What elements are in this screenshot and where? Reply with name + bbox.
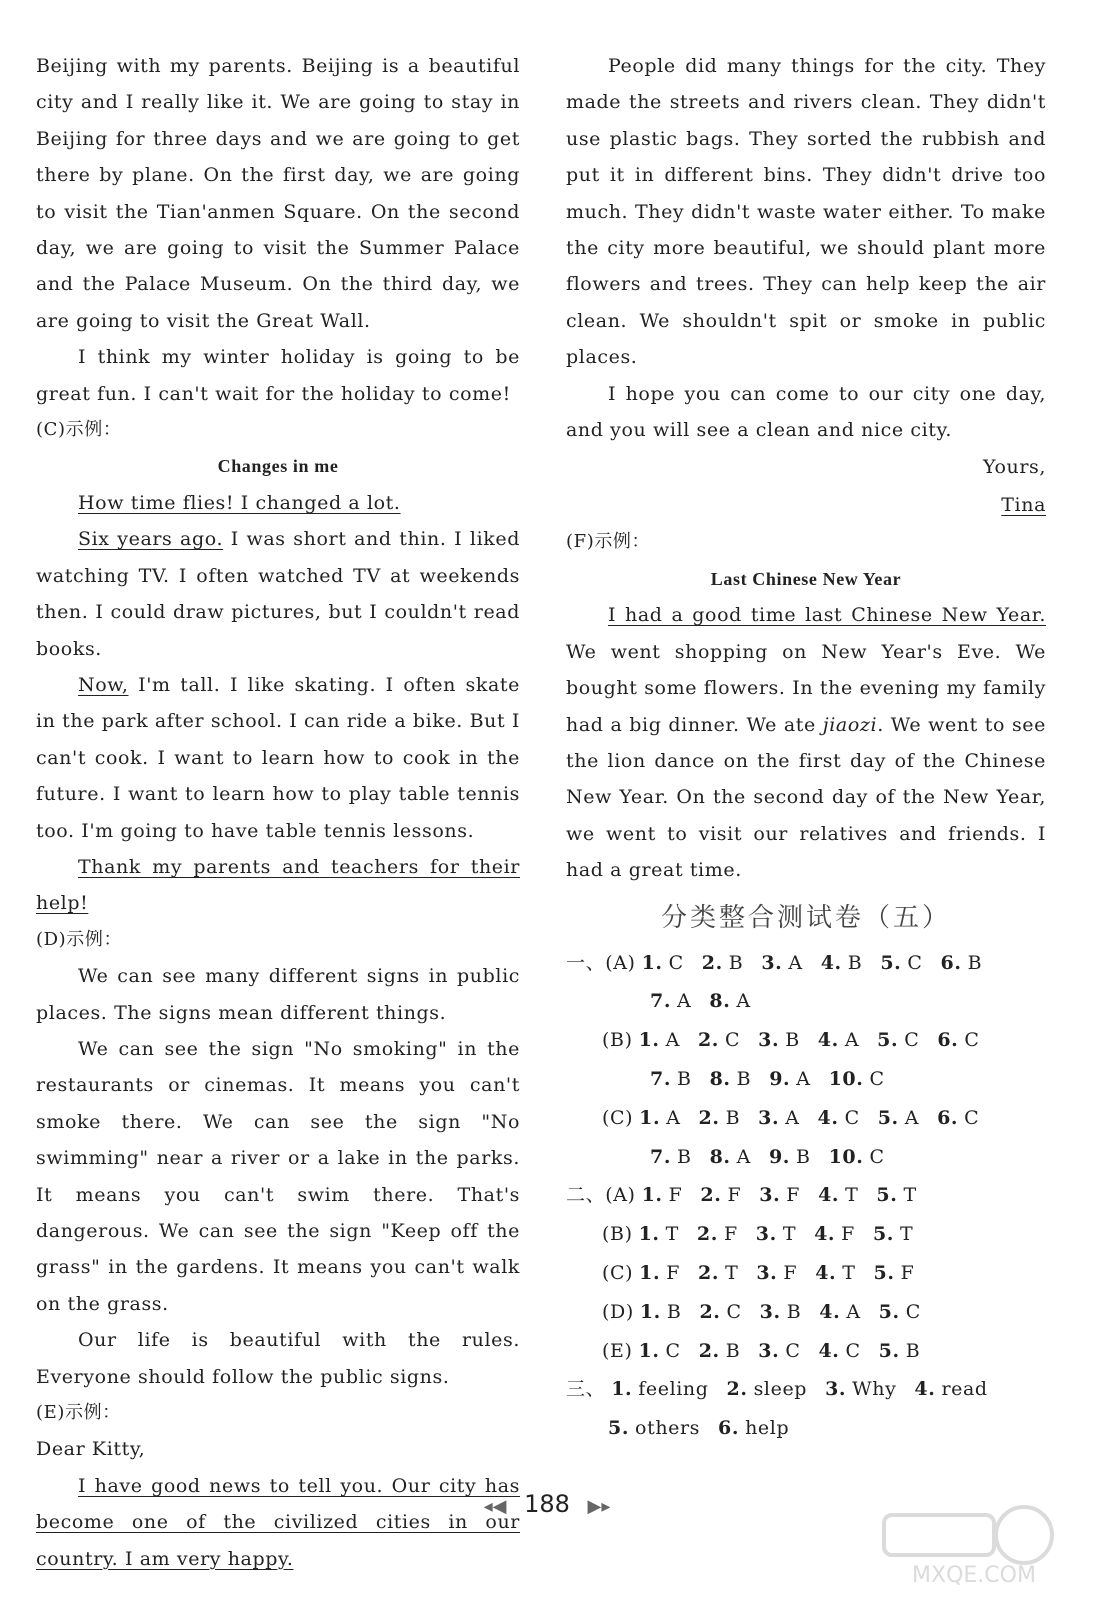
answer-value: B <box>728 951 744 974</box>
question-number: 6. <box>940 951 962 974</box>
paragraph <box>36 849 520 922</box>
answers <box>644 1146 885 1168</box>
question-number: 6. <box>718 1417 740 1440</box>
question-number: 8. <box>709 1067 731 1090</box>
question-number: 3. <box>825 1378 847 1401</box>
sub-label: (C) <box>602 1106 634 1129</box>
question-number: 2. <box>698 1339 720 1362</box>
answer-value: T <box>842 1261 856 1284</box>
answer-value: C <box>869 1067 885 1090</box>
answer-value: others <box>635 1417 701 1440</box>
answer-value: C <box>964 1106 980 1129</box>
answers <box>644 1068 885 1090</box>
answer-value: C <box>907 951 923 974</box>
sub-label: (B) <box>602 1029 633 1052</box>
question-number: 3. <box>759 1300 781 1323</box>
question-number: 2. <box>700 1184 722 1207</box>
answers <box>633 1029 980 1051</box>
question-number: 4. <box>814 1223 836 1246</box>
answer-value: C <box>668 951 684 974</box>
question-number: 7. <box>650 990 672 1013</box>
answers <box>602 1417 789 1439</box>
question-number: 5. <box>872 1223 894 1246</box>
answers <box>605 1378 987 1400</box>
text: I'm tall. I like skating. I often skate in the park after school. I can ride a bike. But I can't cook. I want to learn how to cook in the future. I want to learn how to play table tennis too. I'm going to have table tennis lessons. <box>36 673 520 842</box>
underlined-sentence: Thank my parents and teachers for their help! <box>36 855 520 915</box>
answer-row <box>566 1215 1046 1254</box>
question-number: 2. <box>701 951 723 974</box>
question-number: 10. <box>828 1067 864 1090</box>
answer-value: T <box>665 1223 679 1246</box>
answer-value: F <box>841 1223 855 1246</box>
answer-value: B <box>725 1339 741 1362</box>
question-number: 1. <box>638 1339 660 1362</box>
question-number: 1. <box>639 1106 661 1129</box>
question-number: 5. <box>878 1339 900 1362</box>
answer-value: read <box>941 1378 988 1401</box>
answer-value: C <box>904 1029 920 1052</box>
answer-value: F <box>666 1261 681 1284</box>
answer-value: feeling <box>638 1378 709 1401</box>
answer-row <box>566 1370 1046 1409</box>
answer-value: A <box>736 990 751 1013</box>
answer-value: C <box>725 1029 741 1052</box>
question-number: 6. <box>937 1106 959 1129</box>
question-number: 2. <box>726 1378 748 1401</box>
svg-text:MXQE.COM: MXQE.COM <box>912 1563 1036 1588</box>
question-number: 4. <box>820 951 842 974</box>
question-number: 3. <box>758 1339 780 1362</box>
prev-page-arrows[interactable]: ◂◀ <box>483 1496 507 1517</box>
answer-value: A <box>665 1029 680 1052</box>
answers <box>633 1107 979 1129</box>
answer-row <box>566 1021 1046 1060</box>
question-number: 2. <box>696 1223 718 1246</box>
answer-value: Why <box>852 1378 897 1401</box>
answer-value: B <box>666 1300 682 1323</box>
answer-value: help <box>745 1417 790 1440</box>
question-number: 1. <box>611 1378 633 1401</box>
page-number: 188 <box>524 1490 570 1518</box>
paragraph <box>36 485 520 521</box>
sub-label: (C) <box>602 1261 634 1284</box>
answer-row <box>566 1293 1046 1332</box>
paragraph <box>36 1468 520 1577</box>
answer-value: C <box>905 1300 921 1323</box>
answer-value: C <box>845 1339 861 1362</box>
question-number: 4. <box>815 1261 837 1284</box>
question-number: 7. <box>650 1067 672 1090</box>
section-label: (C)示例： <box>36 419 122 441</box>
answer-value: A <box>785 1106 800 1129</box>
answer-value: F <box>727 1184 742 1207</box>
answer-row <box>566 1176 1046 1215</box>
answer-value: sleep <box>753 1378 808 1401</box>
paragraph: People did many things for the city. They made the streets and rivers clean. They didn't use plastic bags. They sorted the rubbish and put it in different bins. They didn't drive too much. They didn't waste water either. To make the city more beautiful, we should plant more flowers and trees. They can help keep the air clean. We shouldn't spit or smoke in public places. <box>566 55 1046 369</box>
answer-value: C <box>726 1300 742 1323</box>
answer-row <box>566 1138 1046 1177</box>
question-number: 8. <box>709 1145 731 1168</box>
answer-value: B <box>967 951 983 974</box>
sub-label: (A) <box>605 951 636 974</box>
question-number: 2. <box>698 1106 720 1129</box>
question-number: 8. <box>709 990 731 1013</box>
answer-value: T <box>845 1184 859 1207</box>
answer-value: A <box>796 1067 811 1090</box>
paragraph: Our life is beautiful with the rules. Everyone should follow the public signs. <box>36 1329 520 1388</box>
paragraph: Beijing with my parents. Beijing is a beautiful city and I really like it. We are going to stay in Beijing for three days and we are going to get there by plane. On the first day, we are going to visit the Tian'anmen Square. On the second day, we are going to visit the Summer Palace and the Palace Museum. On the third day, we are going to visit the Great Wall. <box>36 55 520 332</box>
answers <box>633 1223 914 1245</box>
answer-value: A <box>736 1145 751 1168</box>
answer-value: B <box>796 1145 811 1168</box>
question-number: 4. <box>817 1029 839 1052</box>
answer-value: B <box>785 1029 800 1052</box>
answer-value: C <box>869 1145 885 1168</box>
paragraph: We can see many different signs in public places. The signs mean different things. <box>36 965 520 1024</box>
answer-value: F <box>900 1261 915 1284</box>
part-label: 二、 <box>566 1184 606 1207</box>
question-number: 4. <box>819 1300 841 1323</box>
text: I was short and thin. I liked watching TV. I often watched TV at weekends then. I could draw pictures, but I couldn't read books. <box>36 528 520 660</box>
section-label: (D)示例： <box>36 928 123 950</box>
answer-row <box>566 982 1046 1021</box>
paragraph: I hope you can come to our city one day, and you will see a clean and nice city. <box>566 382 1046 442</box>
answers <box>636 952 983 974</box>
text: . We went to see the lion dance on the first day of the Chinese New Year. On the second day of the New Year, we went to visit our relatives and friends. I had a great time. <box>566 713 1046 882</box>
right-column <box>566 48 1046 1448</box>
answer-value: C <box>665 1339 681 1362</box>
question-number: 7. <box>650 1145 672 1168</box>
question-number: 3. <box>758 1029 780 1052</box>
answer-value: T <box>725 1261 739 1284</box>
answer-row <box>566 1099 1046 1138</box>
section-title: 分类整合测试卷（五） <box>660 902 951 933</box>
answer-value: T <box>782 1223 797 1246</box>
answers <box>633 1262 914 1284</box>
question-number: 2. <box>698 1261 720 1284</box>
question-number: 4. <box>817 1106 839 1129</box>
underlined-sentence: I had a good time last Chinese New Year. <box>608 604 1046 627</box>
text: We went shopping on New Year's Eve. We bought some flowers. In the evening my family had a big dinner. We ate <box>566 640 1046 736</box>
question-number: 9. <box>769 1067 791 1090</box>
underlined-sentence: Now, <box>78 673 129 696</box>
letter-closing: Yours, <box>982 456 1046 479</box>
section-label: (F)示例： <box>566 531 651 553</box>
watermark-logo <box>874 1500 1074 1590</box>
underlined-sentence: Six years ago. <box>78 528 224 551</box>
question-number: 3. <box>756 1261 778 1284</box>
question-number: 5. <box>877 1106 899 1129</box>
sub-label: (E) <box>602 1339 633 1362</box>
essay-title: Last Chinese New Year <box>710 568 902 589</box>
answer-value: B <box>677 1145 692 1168</box>
part-label: 三、 <box>566 1378 606 1401</box>
answer-value: C <box>785 1339 801 1362</box>
answer-value: B <box>725 1106 741 1129</box>
question-number: 3. <box>758 1106 780 1129</box>
answer-value: C <box>964 1029 980 1052</box>
next-page-arrows[interactable]: ▶▸ <box>587 1496 611 1517</box>
paragraph <box>36 521 520 667</box>
answer-value: T <box>903 1184 917 1207</box>
answer-value: C <box>844 1106 860 1129</box>
answers <box>636 1184 917 1206</box>
answer-value: B <box>847 951 863 974</box>
answer-value: B <box>677 1067 692 1090</box>
greeting: Dear Kitty, <box>36 1438 146 1461</box>
answer-row <box>566 944 1046 983</box>
answer-value: F <box>723 1223 738 1246</box>
part-label: 一、 <box>566 951 606 974</box>
answer-value: F <box>783 1261 798 1284</box>
underlined-sentence: How time flies! I changed a lot. <box>78 491 401 514</box>
question-number: 6. <box>937 1029 959 1052</box>
sub-label: (B) <box>602 1223 633 1246</box>
paragraph: We can see the sign "No smoking" in the restaurants or cinemas. It means you can't smoke there. We can see the sign "No swimming" near a river or a lake in the parks. It means you can't swim there. That's dangerous. We can see the sign "Keep off the grass" in the gardens. It means you can't walk on the grass. <box>36 1037 520 1315</box>
answer-value: A <box>904 1106 920 1129</box>
answers <box>644 990 751 1012</box>
question-number: 3. <box>755 1223 777 1246</box>
paragraph: I think my winter holiday is going to be great fun. I can't wait for the holiday to come! <box>36 346 520 405</box>
question-number: 5. <box>880 951 902 974</box>
question-number: 5. <box>876 1184 898 1207</box>
paragraph <box>566 597 1046 888</box>
question-number: 1. <box>638 1223 660 1246</box>
question-number: 2. <box>697 1029 720 1052</box>
question-number: 1. <box>641 1184 663 1207</box>
sub-label: (D) <box>602 1300 634 1323</box>
answer-value: A <box>846 1300 861 1323</box>
answer-value: B <box>905 1339 921 1362</box>
answer-value: F <box>786 1184 801 1207</box>
question-number: 2. <box>699 1300 721 1323</box>
answers <box>634 1301 921 1323</box>
answer-row <box>566 1254 1046 1293</box>
question-number: 1. <box>639 1261 661 1284</box>
underlined-sentence: I have good news to tell you. Our city has become one of the civilized cities in our country. I am very happy. <box>36 1474 520 1570</box>
answer-value: T <box>899 1223 914 1246</box>
answer-value: A <box>844 1029 860 1052</box>
answer-value: B <box>786 1300 802 1323</box>
question-number: 1. <box>638 1029 660 1052</box>
question-number: 5. <box>877 1029 899 1052</box>
question-number: 10. <box>828 1145 864 1168</box>
letter-signature <box>566 486 1046 524</box>
answer-value: B <box>736 1067 752 1090</box>
sub-label: (A) <box>605 1184 636 1207</box>
question-number: 9. <box>768 1145 791 1168</box>
answers <box>633 1340 921 1362</box>
section-label: (E)示例： <box>36 1402 121 1424</box>
question-number: 5. <box>608 1417 630 1440</box>
answer-key <box>566 944 1046 1448</box>
question-number: 4. <box>818 1339 840 1362</box>
italic-word: jiaozi <box>822 713 878 736</box>
question-number: 4. <box>818 1184 840 1207</box>
question-number: 3. <box>761 951 783 974</box>
question-number: 1. <box>639 1300 661 1323</box>
answer-value: A <box>677 990 692 1013</box>
answer-value: A <box>666 1106 681 1129</box>
answer-value: A <box>788 951 803 974</box>
question-number: 5. <box>873 1261 895 1284</box>
answer-row <box>566 1332 1046 1371</box>
question-number: 5. <box>878 1300 900 1323</box>
question-number: 4. <box>914 1378 936 1401</box>
essay-title: Changes in me <box>217 456 339 477</box>
signature: Tina <box>1001 494 1046 517</box>
answer-row <box>566 1409 1046 1448</box>
left-column <box>36 48 520 1577</box>
question-number: 3. <box>759 1184 781 1207</box>
question-number: 1. <box>641 951 663 974</box>
paragraph <box>36 667 520 849</box>
answer-value: F <box>668 1184 683 1207</box>
answer-row <box>566 1060 1046 1099</box>
